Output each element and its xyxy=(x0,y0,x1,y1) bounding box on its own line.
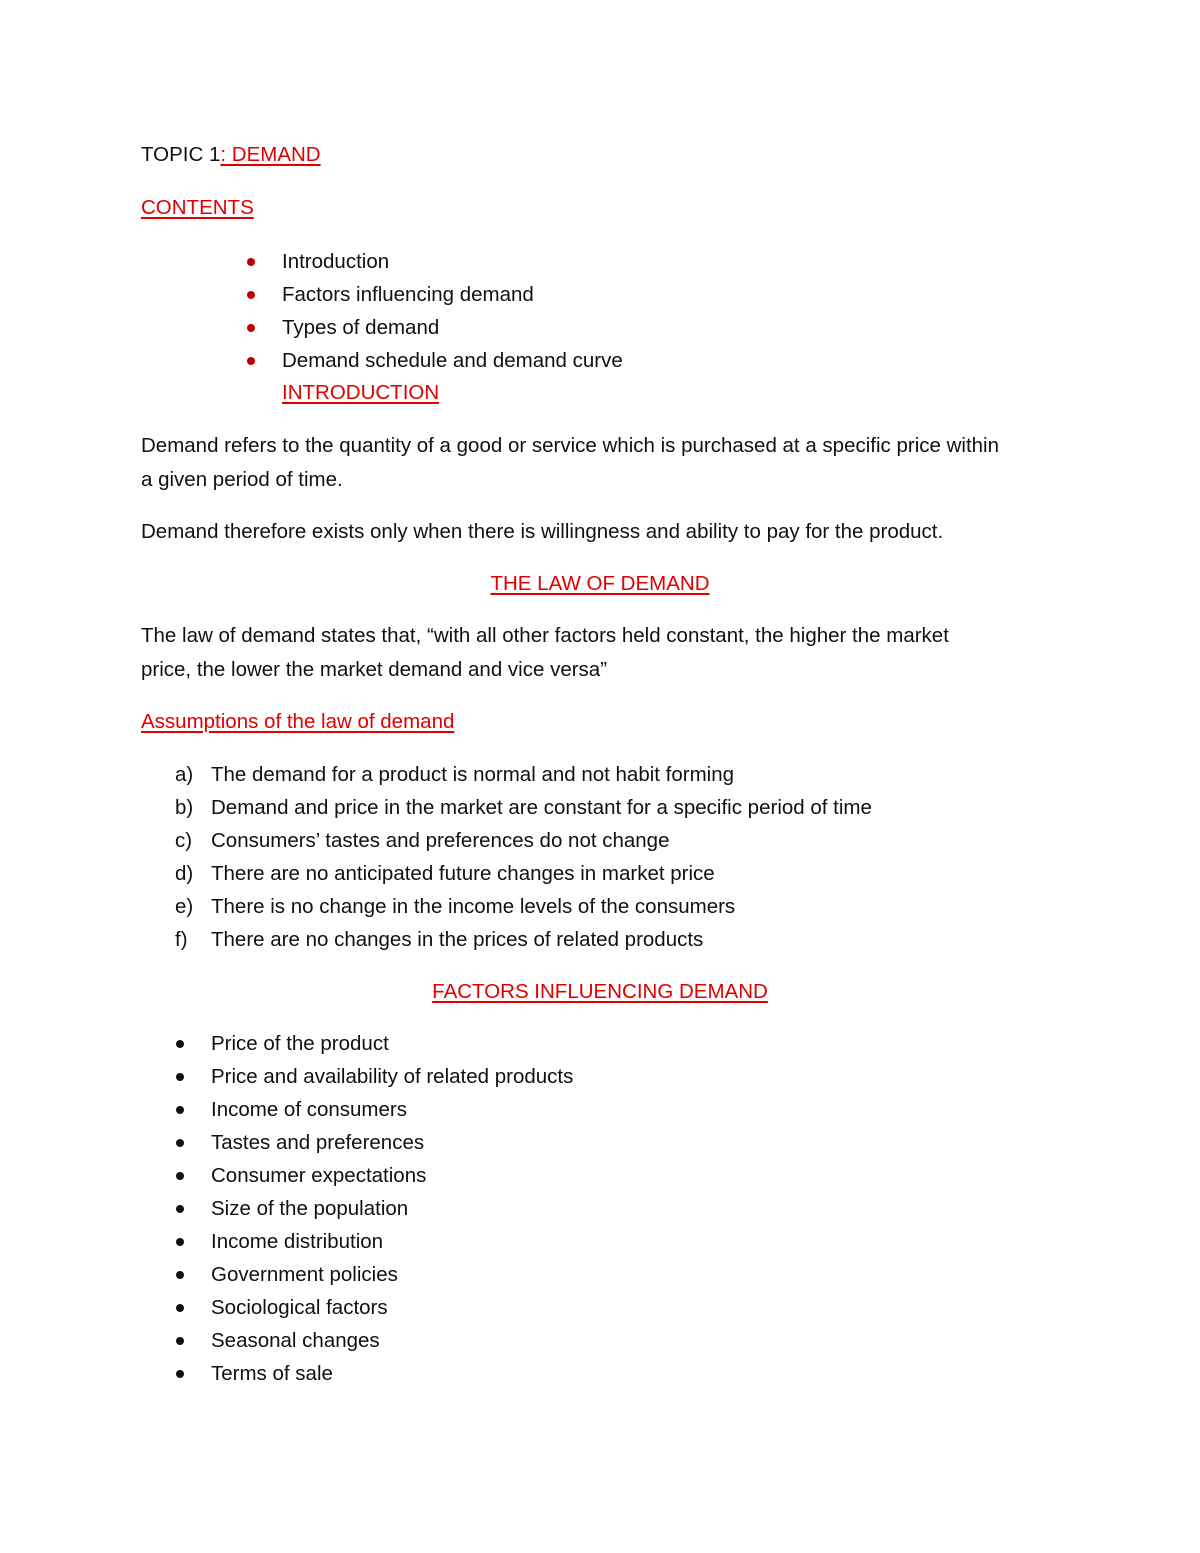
contents-item: Types of demand xyxy=(282,316,440,339)
bullet-icon xyxy=(247,291,255,299)
assumption-item: The demand for a product is normal and not habit forming xyxy=(211,763,735,786)
introduction-paragraph-line: a given period of time. xyxy=(141,468,343,491)
contents-item: Demand schedule and demand curve xyxy=(282,349,623,372)
factor-item: Income of consumers xyxy=(211,1098,407,1121)
introduction-paragraph: Demand therefore exists only when there is willingness and ability to pay for the product. xyxy=(141,520,944,543)
factor-item: Tastes and preferences xyxy=(211,1131,425,1154)
bullet-icon xyxy=(176,1205,184,1213)
introduction-paragraph-line: Demand refers to the quantity of a good or service which is purchased at a specific price within xyxy=(141,434,1000,457)
list-marker: c) xyxy=(175,829,193,852)
list-marker: a) xyxy=(175,763,194,786)
factor-item: Price of the product xyxy=(211,1032,389,1055)
assumption-item: There are no changes in the prices of related products xyxy=(211,928,704,951)
bullet-icon xyxy=(176,1040,184,1048)
factor-item: Income distribution xyxy=(211,1230,384,1253)
bullet-icon xyxy=(247,357,255,365)
contents-item: Introduction xyxy=(282,250,390,273)
factor-item: Terms of sale xyxy=(211,1362,333,1385)
topic-prefix: TOPIC 1 xyxy=(141,143,221,166)
law-heading: THE LAW OF DEMAND xyxy=(490,572,710,595)
assumption-item: There is no change in the income levels of the consumers xyxy=(211,895,736,918)
factor-item: Size of the population xyxy=(211,1197,409,1220)
topic-colon: : xyxy=(220,143,227,166)
factors-heading-wrap xyxy=(0,979,1200,1005)
bullet-icon xyxy=(176,1172,184,1180)
list-marker: b) xyxy=(175,796,194,819)
law-paragraph-line: price, the lower the market demand and vice versa” xyxy=(141,658,608,681)
bullet-icon xyxy=(176,1073,184,1081)
factor-item: Seasonal changes xyxy=(211,1329,380,1352)
bullet-icon xyxy=(247,324,255,332)
factors-heading: FACTORS INFLUENCING DEMAND xyxy=(432,980,768,1003)
factor-item: Government policies xyxy=(211,1263,398,1286)
bullet-icon xyxy=(247,258,255,266)
assumption-item: Consumers’ tastes and preferences do not change xyxy=(211,829,670,852)
law-heading-wrap xyxy=(0,571,1200,597)
bullet-icon xyxy=(176,1106,184,1114)
bullet-icon xyxy=(176,1304,184,1312)
law-paragraph-line: The law of demand states that, “with all other factors held constant, the higher the market xyxy=(141,624,949,647)
bullet-icon xyxy=(176,1139,184,1147)
topic-title xyxy=(141,142,321,168)
bullet-icon xyxy=(176,1337,184,1345)
factor-item: Price and availability of related products xyxy=(211,1065,574,1088)
topic-name: DEMAND xyxy=(226,143,321,166)
assumption-item: Demand and price in the market are constant for a specific period of time xyxy=(211,796,872,819)
factor-item: Sociological factors xyxy=(211,1296,388,1319)
list-marker: e) xyxy=(175,895,194,918)
bullet-icon xyxy=(176,1370,184,1378)
list-marker: d) xyxy=(175,862,194,885)
bullet-icon xyxy=(176,1271,184,1279)
contents-item: Factors influencing demand xyxy=(282,283,534,306)
assumptions-heading: Assumptions of the law of demand xyxy=(141,710,455,733)
list-marker: f) xyxy=(175,928,188,951)
assumption-item: There are no anticipated future changes in market price xyxy=(211,862,715,885)
factor-item: Consumer expectations xyxy=(211,1164,427,1187)
bullet-icon xyxy=(176,1238,184,1246)
introduction-heading: INTRODUCTION xyxy=(282,381,440,404)
contents-heading: CONTENTS xyxy=(141,196,254,219)
